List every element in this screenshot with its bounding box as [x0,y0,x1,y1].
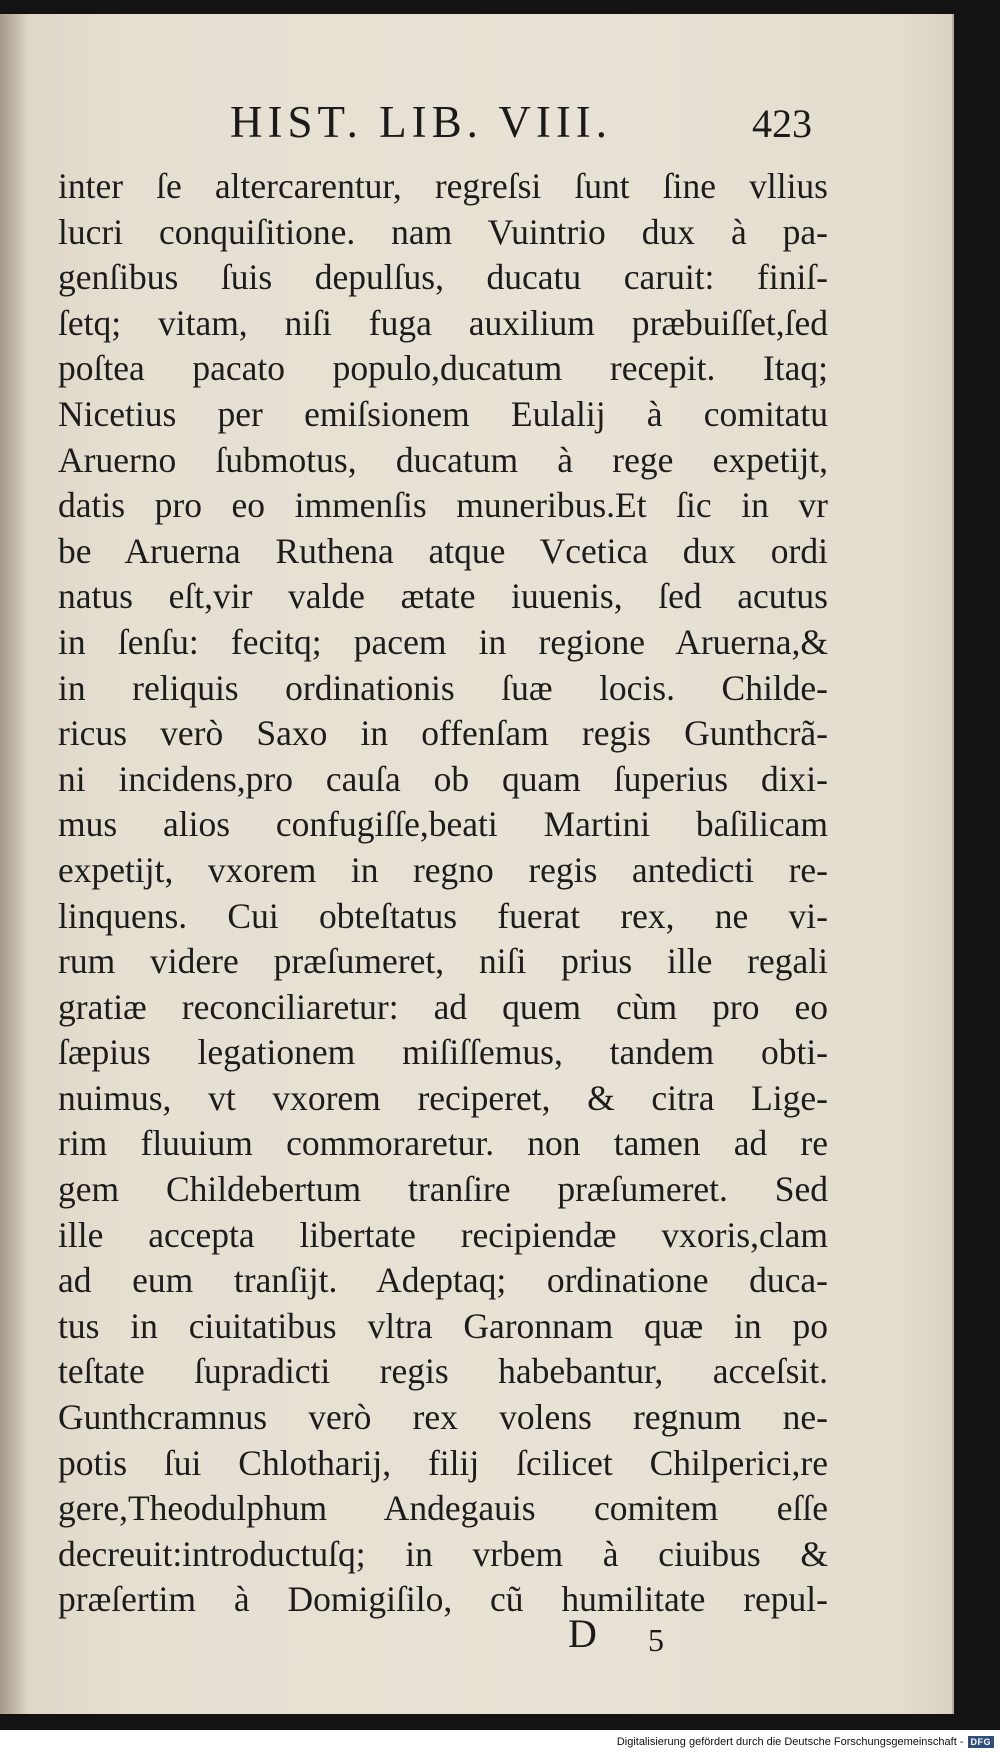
text-line: ſetq; vitam, niſi fuga auxilium præbuiſſet,ſed [58,302,828,343]
text-line: ad eum tranſijt. Adeptaq; ordinatione duca- [58,1260,828,1301]
text-line: expetijt, vxorem in regno regis antedicti re- [58,849,828,890]
signature-number: 5 [648,1622,664,1658]
text-line: rim fluuium commoraretur. non tamen ad re [58,1123,828,1164]
text-line: gratiæ reconciliaretur: ad quem cùm pro eo [58,986,828,1027]
text-line: præſertim à Domigiſilo, cũ humilitate repul- [58,1579,828,1620]
gutter-shadow [0,14,28,1714]
text-line: datis pro eo immenſis muneribus.Et ſic in vr [58,485,828,526]
funding-credit-text: Digitalisierung gefördert durch die Deutsche Forschungsgemeinschaft - [616,1736,964,1748]
signature-mark: D [568,1611,597,1656]
text-line: inter ſe altercarentur, regreſsi ſunt ſine vllius [58,166,828,206]
dfg-logo: DFG [968,1736,995,1748]
text-line: nuimus, vt vxorem reciperet, & citra Lige- [58,1077,828,1118]
text-line: ni incidens,pro cauſa ob quam ſuperius dixi- [58,758,828,799]
text-line: ille accepta libertate recipiendæ vxoris,clam [58,1214,828,1255]
text-line: potis ſui Chlotharij, filij ſcilicet Chilperici,re [58,1442,828,1483]
text-line: decreuit:introductuſq; in vrbem à ciuibus & [58,1533,828,1574]
page-number: 423 [752,101,812,146]
text-line: Aruerno ſubmotus, ducatum à rege expetijt, [58,439,828,480]
book-page [0,14,954,1714]
text-line: tus in ciuitatibus vltra Garonnam quæ in po [58,1305,828,1346]
text-line: poſtea pacato populo,ducatum recepit. Itaq; [58,348,828,389]
text-line: teſtate ſupradicti regis habebantur, acceſsit. [58,1351,828,1392]
text-line: Nicetius per emiſsionem Eulalij à comitatu [58,393,828,434]
text-line: lucri conquiſitione. nam Vuintrio dux à pa- [58,211,828,252]
text-line: genſibus ſuis depulſus, ducatu caruit: finiſ- [58,257,828,298]
funding-credit [617,1736,994,1748]
text-line: in reliquis ordinationis ſuæ locis. Childe- [58,667,828,708]
text-line: linquens. Cui obteſtatus fuerat rex, ne vi- [58,895,828,936]
body-text [58,164,828,1623]
running-head: HIST. LIB. VIII. [230,97,613,147]
text-line: in ſenſu: fecitq; pacem in regione Aruerna,& [58,621,828,662]
text-line: ſæpius legationem miſiſſemus, tandem obti- [58,1032,828,1073]
text-line: natus eſt,vir valde ætate iuuenis, ſed acutus [58,576,828,617]
text-line: rum videre præſumeret, niſi prius ille regali [58,941,828,982]
text-line: gere,Theodulphum Andegauis comitem eſſe [58,1488,828,1529]
text-line: gem Childebertum tranſire præſumeret. Sed [58,1169,828,1210]
text-line: mus alios confugiſſe,beati Martini baſilicam [58,804,828,845]
text-line: Gunthcramnus verò rex volens regnum ne- [58,1397,828,1438]
text-line: ricus verò Saxo in offenſam regis Gunthcrã- [58,713,828,754]
text-line: be Aruerna Ruthena atque Vcetica dux ordi [58,530,828,571]
